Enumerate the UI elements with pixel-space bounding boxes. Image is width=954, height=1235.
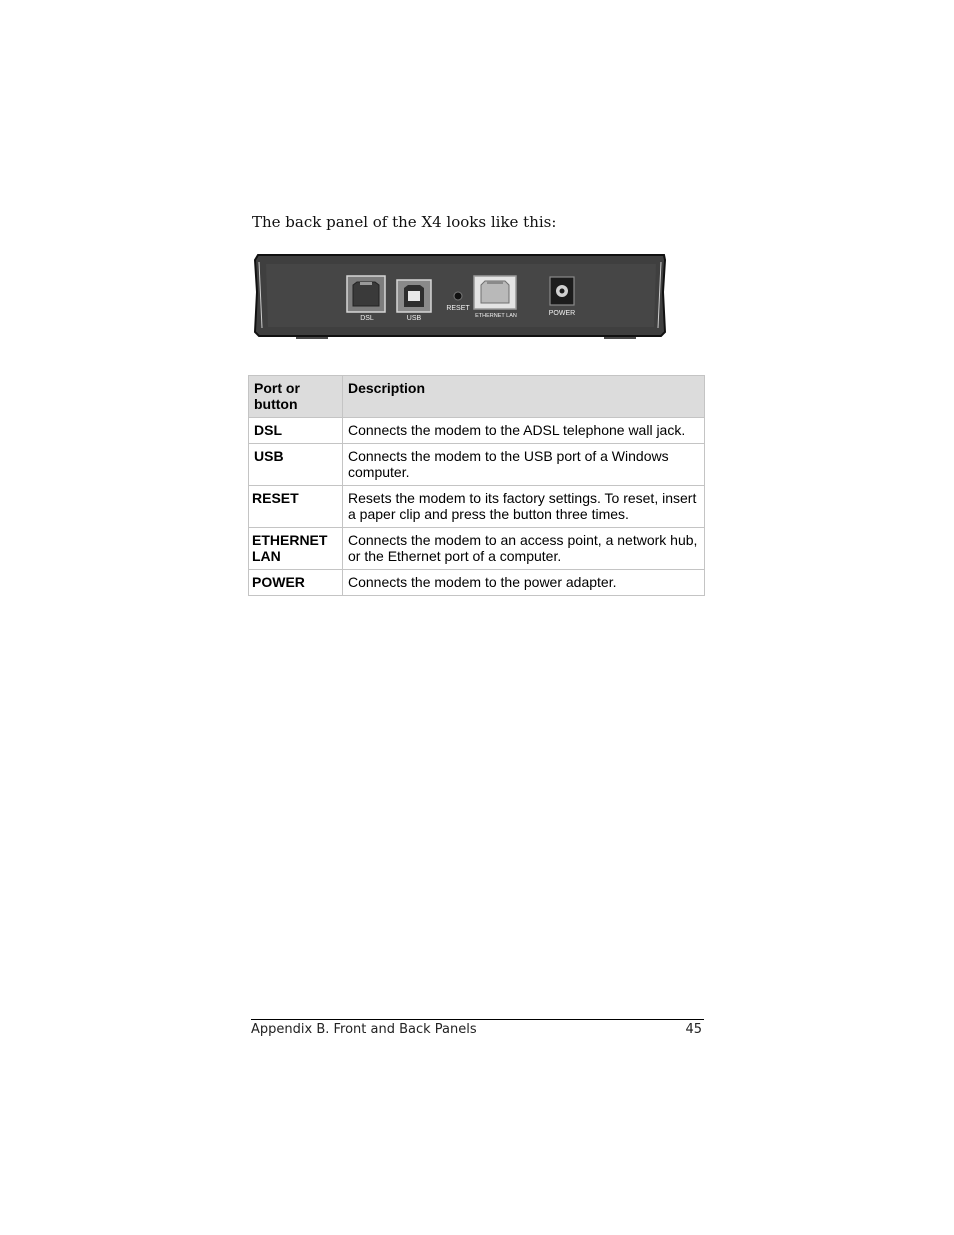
usb-panel-label: USB xyxy=(406,315,422,322)
page-number: 45 xyxy=(685,1022,702,1037)
port-cell: USB xyxy=(249,444,343,486)
description-column-header: Description xyxy=(343,376,705,418)
port-column-header: Port or button xyxy=(249,376,343,418)
power-panel-label: POWER xyxy=(548,310,576,317)
footer-section-title: Appendix B. Front and Back Panels xyxy=(251,1022,477,1037)
intro-text: The back panel of the X4 looks like this: xyxy=(252,213,557,231)
usb-port-icon xyxy=(397,280,431,312)
reset-panel-label: RESET xyxy=(446,305,470,312)
power-jack-icon xyxy=(550,277,574,305)
back-panel-illustration xyxy=(252,252,668,344)
table-row xyxy=(249,486,705,528)
page-footer xyxy=(251,1019,704,1037)
table-row xyxy=(249,444,705,486)
description-cell: Connects the modem to the ADSL telephone wall jack. xyxy=(343,418,705,444)
table-row xyxy=(249,418,705,444)
ethernet-port-icon xyxy=(474,276,516,309)
reset-button-icon xyxy=(454,292,462,300)
table-header-row xyxy=(249,376,705,418)
table-row xyxy=(249,528,705,570)
port-cell: DSL xyxy=(249,418,343,444)
description-cell: Connects the modem to the power adapter. xyxy=(343,570,705,596)
table-row xyxy=(249,570,705,596)
dsl-panel-label: DSL xyxy=(360,315,374,322)
ports-table xyxy=(248,375,705,596)
dsl-port-icon xyxy=(347,276,385,312)
description-cell: Resets the modem to its factory settings. To reset, insert a paper clip and press the button three times. xyxy=(343,486,705,528)
description-cell: Connects the modem to the USB port of a Windows computer. xyxy=(343,444,705,486)
port-cell: ETHERNET LAN xyxy=(249,528,343,570)
port-cell: RESET xyxy=(249,486,343,528)
ethernet-panel-label: ETHERNET LAN xyxy=(475,313,517,319)
description-cell: Connects the modem to an access point, a network hub, or the Ethernet port of a computer. xyxy=(343,528,705,570)
port-cell: POWER xyxy=(249,570,343,596)
